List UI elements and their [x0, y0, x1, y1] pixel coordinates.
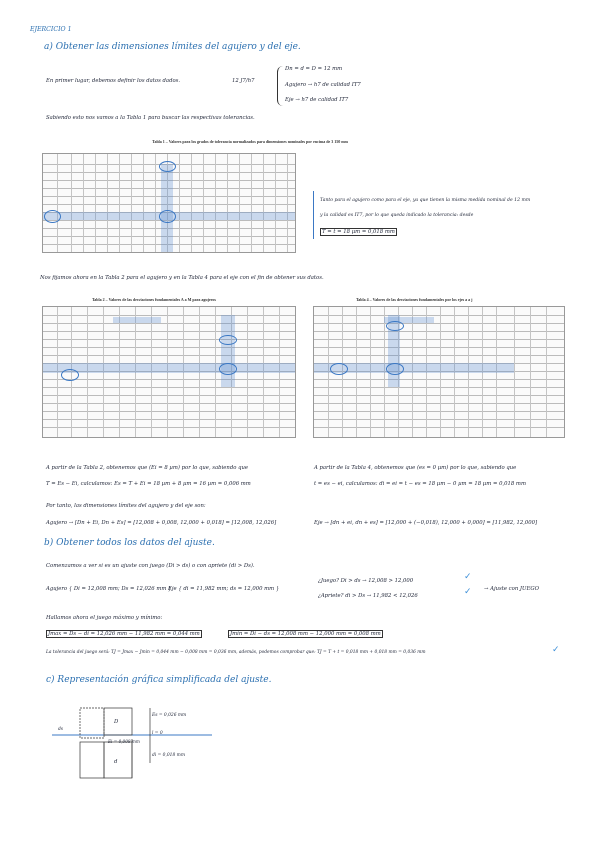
- given-3: Eje → h7 de calidad IT7: [285, 97, 349, 103]
- tables-2-4-instruction: Nos fijamos ahora en la Tabla 2 para el agujero y en la Tabla 4 para el eje con el fin de obtener sus datos.: [40, 275, 324, 281]
- shaft-calc-2: t = es − ei, calculamos: di = ei = t − es = 18 µm − 0 µm = 18 µm = 0,018 mm: [314, 481, 526, 487]
- given-2: Agujero → h7 de calidad IT7: [285, 82, 361, 88]
- tolerance-line: La tolerancia del juego será: TJ = Jmax − Jmin = 0,044 mm − 0,008 mm = 0,036 mm, además, podemos comprobar que: TJ = T + t = 0,018 mm + 0,018 mm = 0,036 mm: [46, 650, 426, 655]
- table1-caption: Tabla 1 – Valores para los grados de tolerancia normalizados para dimensiones nominales por encima de 3 150 mm: [152, 139, 348, 144]
- side-note-result: T = t = 18 µm = 0,018 mm: [322, 229, 395, 235]
- tolerance-table-1: [42, 153, 296, 253]
- given-brace: [277, 66, 284, 106]
- shaft-calc-1: A partir de la Tabla 4, obtenemos que (es = 0 µm) por lo que, sabiendo que: [314, 465, 517, 471]
- diagram-label-ei: di = 0,018 mm: [152, 753, 185, 758]
- diagram-label-D: D: [114, 719, 119, 725]
- fit-designation: 12 J7/h7: [232, 78, 255, 84]
- part-b-title: b) Obtener todos los datos del ajuste.: [44, 538, 215, 548]
- apriete-question: ¿Apriete? di > Ds → 11,982 < 12,026: [318, 593, 418, 599]
- jmax: Jmax = Ds − di = 12,026 mm − 11,982 mm = 0,044 mm: [48, 631, 200, 637]
- hole-calc-2: T = Es − Ei, calculamos: Es = T + Ei = 18 µm + 8 µm = 16 µm = 0,006 mm: [46, 481, 251, 487]
- check-icon: ✓: [552, 645, 560, 655]
- table4-caption: Tabla 4 – Valores de las desviaciones fundamentales por los ejes a a j: [356, 297, 473, 302]
- check-icon: ✓: [464, 587, 472, 597]
- jmin: Jmin = Di − ds = 12,008 mm − 12,000 mm = 0,008 mm: [230, 631, 381, 637]
- table-instruction: Sabiendo esto nos vamos a la Tabla 1 para buscar las respectivas tolerancias.: [46, 115, 255, 121]
- diagram-label-zero: l = 0: [152, 731, 163, 736]
- check-icon: ✓: [464, 572, 472, 582]
- juego-intro: Hallamos ahora el juego máximo y mínimo:: [46, 615, 163, 621]
- side-note-1: Tanto para el agujero como para el eje, ya que tienen la misma medida nominal de 12 mm: [320, 198, 531, 203]
- diagram-label-ei2: Ei = 0,008 mm: [108, 739, 140, 744]
- intro-line: En primer lugar, debemos definir los datos dados.: [46, 78, 181, 84]
- deviation-table-2: [42, 306, 296, 438]
- diagram-label-d: d: [114, 759, 118, 765]
- eje-block: Eje { di = 11,982 mm; ds = 12,000 mm }: [168, 586, 280, 592]
- part-c-title: c) Representación gráfica simplificada del ajuste.: [46, 675, 272, 685]
- fit-result: → Ajuste con JUEGO: [484, 586, 539, 592]
- shaft-limits: Eje → [dn + ei, dn + es] = [12,000 + (−0,018), 12,000 + 0,000] = [11,982, 12,000]: [314, 520, 538, 526]
- fit-diagram: [52, 705, 212, 785]
- hole-limits: Agujero → [Dn + Ei, Dn + Es] = [12,008 + 0,008, 12,000 + 0,018] = [12,008, 12,026]: [46, 520, 277, 526]
- side-note-2: y la calidad es IT7, por lo que queda indicado la tolerancia: desde: [320, 213, 474, 218]
- diagram-label-es: Es = 0,026 mm: [152, 713, 187, 718]
- fit-diagram-svg: [52, 705, 212, 785]
- table2-caption: Tabla 2 – Valores de las desviaciones fundamentales A a M para agujeros: [92, 297, 216, 302]
- diagram-label-ds: ds: [58, 727, 64, 732]
- agujero-block: Agujero { Di = 12,008 mm; Ds = 12,026 mm }: [46, 586, 172, 592]
- deviation-table-4: [313, 306, 565, 438]
- section-header: EJERCICIO 1: [30, 26, 72, 33]
- hole-calc-1: A partir de la Tabla 2, obtenemos que (Ei = 8 µm) por lo que, sabiendo que: [46, 465, 249, 471]
- limits-intro: Por tanto, las dimensiones límites del agujero y del eje son:: [46, 503, 206, 509]
- given-1: Dn = d = D = 12 mm: [285, 66, 343, 72]
- fit-type-intro: Comenzamos a ver si es un ajuste con juego (Di > ds) o con apriete (di > Ds).: [46, 563, 255, 569]
- part-a-title: a) Obtener las dimensiones límites del agujero y del eje.: [44, 42, 301, 52]
- juego-question: ¿Juego? Di > ds → 12,008 > 12,000: [318, 578, 414, 584]
- side-note-bar: [313, 191, 314, 239]
